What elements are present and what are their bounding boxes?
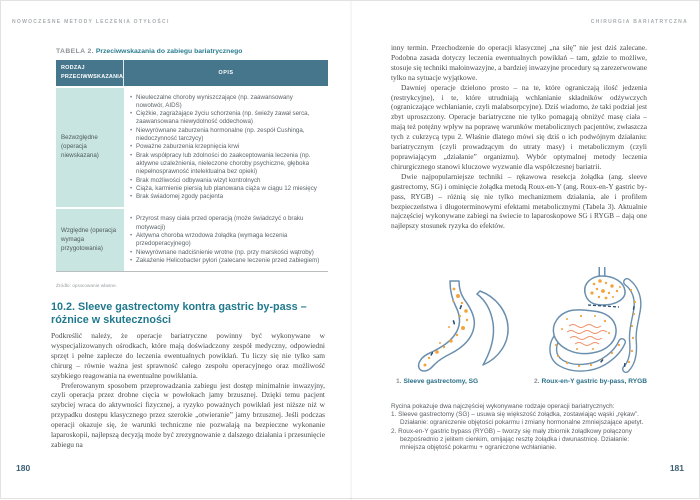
page-gutter bbox=[350, 1, 352, 500]
figure-caption-number: 2. bbox=[534, 378, 540, 385]
figure-notes-list bbox=[391, 411, 653, 452]
bullet-item: • Ciężkie, zagrażające życiu schorzenia (np. świeży zawał serca, zaawansowana niewydolność oddechowa) bbox=[128, 110, 322, 127]
body-text-left bbox=[51, 331, 325, 450]
bullet-item: • Zakażenie Helicobacter pylori (zalecane leczenie przed zabiegiem) bbox=[128, 257, 322, 265]
bullet-list bbox=[128, 94, 322, 202]
page-number-right: 181 bbox=[669, 463, 684, 473]
sleeve-gastrectomy-illustration bbox=[404, 277, 536, 375]
bullet-item: • Niewyrównane zaburzenia hormonalne (np. zespół Cushinga, niedoczynność tarczycy) bbox=[128, 127, 322, 144]
table-source-note: Źródło: opracowanie własne. bbox=[56, 284, 118, 289]
figure-note-item: 1. Sleeve gastrectomy (SG) – usuwa się większość żołądka, zostawiając wąski „rękaw”. Działanie: ograniczenie objętości pokarmu i zmiany hormonalne zmniejszające apetyt. bbox=[391, 411, 644, 427]
section-heading: 10.2. Sleeve gastrectomy kontra gastric by-pass – różnice w skuteczności bbox=[51, 301, 307, 326]
bullet-item: • Nieuleczalne choroby wyniszczające (np. zaawansowany nowotwór, AIDS) bbox=[128, 94, 322, 111]
bullet-item: • Przyrost masy ciała przed operacją (może świadczyć o braku motywacji) bbox=[128, 215, 322, 232]
table-title-text: Przeciwwskazania do zabiegu bariatrycznego bbox=[95, 48, 243, 55]
running-header-left: NOWOCZESNE METODY LECZENIA OTYŁOŚCI bbox=[12, 19, 170, 25]
table-header-row bbox=[56, 60, 328, 86]
figure-caption-1 bbox=[396, 378, 478, 385]
contraindications-table bbox=[56, 48, 328, 272]
row-description-cell bbox=[124, 88, 328, 208]
table bbox=[56, 60, 328, 272]
row-description-cell bbox=[124, 209, 328, 271]
paragraph: Dwie najpopularniejsze techniki – rękawowa resekcja żołądka (ang. sleeve gastrectomy, SG) i ominięcie żołądka metodą Roux-en-Y (ang. Roux-en-Y gastric by-pass, RYGB) – różnią się nie tylko mechanizmem działania, ale i profilem bezpieczeństwa i długoterminowymi efektami metabolicznymi (Tabela 3). Aktualnie najczęściej wykonywane zabiegi na świecie to laparoskopowe SG i RYGB – dają one najlepszy stosunek ryzyka do efektów. bbox=[391, 171, 647, 231]
paragraph: Podkreślić należy, że operacje bariatryczne powinny być wykonywane w wyspecjalizowanych ośrodkach, które mają doświadczony zespół medyczny, odpowiedni sprzęt i pełne zaplecze do leczenia ewentualnych powikłań. Tu liczy się nie tylko sam chirurg – równie ważna jest sprawność całego zespołu operacyjnego oraz możliwość szybkiego reagowania na ewentualne powikłania. bbox=[51, 331, 325, 380]
figure-notes bbox=[391, 403, 653, 452]
bullet-item: • Niewyrównane nadciśnienie wrotne (np. przy marskości wątroby) bbox=[128, 249, 322, 257]
table-header-type: RODZAJ PRZECIWWSKAZANIA bbox=[56, 60, 124, 86]
table-header-description: OPIS bbox=[218, 69, 234, 76]
paragraph: Dawniej operacje dzielono prosto – na te, które ograniczają ilość jedzenia (restrykcyjne), i te, które utrudniają wchłanianie składników odżywczych (ograniczające wchłanianie, czyli malabsorpcyjne). Dziś wiadomo, że taki podział jest zbyt uproszczony. Operacje bariatryczne nie tylko pomagają obniżyć masę ciała – mają też potężny wpływ na poprawę warunków metabolicznych pacjentów, zwłaszcza tych z cukrzycą typu 2. Właśnie dlatego mówi się dziś o ich podwójnym działaniu: bariatrycznym (czyli prowadzącym do utraty masy) i metabolicznym (czyli poprawiającym „działanie” organizmu). Wybór optymalnej metody leczenia chirurgicznego stanowi kluczowe wyzwanie dla współczesnej bariatrii. bbox=[391, 82, 647, 171]
figure-caption-number: 1. bbox=[396, 378, 402, 385]
bullet-item: • Brak współpracy lub zdolności do zaakceptowania leczenia (np. aktywne uzależnienia, nieleczone choroby psychiczne, głęboka niepełnosprawność intelektualna bez opieki) bbox=[128, 152, 322, 177]
bullet-item: • Poważne zaburzenia krzepnięcia krwi bbox=[128, 143, 322, 151]
figure-caption-2 bbox=[534, 378, 647, 385]
figure-rygb bbox=[539, 265, 673, 378]
row-type-cell: Względne (operacja wymaga przygotowania) bbox=[56, 209, 124, 271]
figure-caption-text: Sleeve gastrectomy, SG bbox=[403, 378, 479, 385]
row-type-cell: Bezwzględne (operacja niewskazana) bbox=[56, 88, 124, 208]
paragraph: Preferowanym sposobem przeprowadzania zabiegu jest dostęp minimalnie inwazyjny, czyli operacja przez drobne cięcia w powłokach jamy brzusznej. Dzięki temu pacjent szybciej wraca do aktywności fizycznej, a ryzyko poważnych powikłań jest niższe niż w przypadku dostępu klasycznego przez szerokie „otwieranie” jamy brzusznej. Jeśli podczas operacji okazuje się, że warunki techniczne nie pozwalają na bezpieczne wykonanie laparoskopii, najlepszą decyzją może być zrezygnowanie z dalszego działania i przesunięcie zabiegu na bbox=[51, 380, 325, 449]
table-title-label: TABELA 2. bbox=[56, 48, 94, 55]
body-text-right bbox=[391, 43, 647, 231]
bullet-list bbox=[128, 215, 322, 265]
bullet-item: • Brak możliwości odbywania wizyt kontrolnych bbox=[128, 177, 322, 185]
table-row-relative bbox=[56, 207, 328, 271]
bullet-item: • Brak świadomej zgody pacjenta bbox=[128, 193, 322, 201]
bullet-item: • Ciąża, karmienie piersią lub planowana ciąża w ciągu 12 miesięcy bbox=[128, 185, 322, 193]
table-title bbox=[56, 48, 328, 55]
running-header-right: CHIRURGIA BARIATRYCZNA bbox=[590, 19, 688, 25]
page-number-left: 180 bbox=[16, 463, 31, 473]
figure-caption-text: Roux-en-Y gastric by-pass, RYGB bbox=[541, 378, 648, 385]
figure-sleeve-gastrectomy bbox=[404, 277, 536, 380]
paragraph: inny termin. Przechodzenie do operacji klasycznej „na siłę” nie jest dziś zalecane. Podobna zasada dotyczy leczenia ewentualnych powikłań – tam, gdzie to możliwe, stosuje się techniki małoinwazyjne, a bardziej inwazyjne procedury są zarezerwowane tylko na sytuacje wyjątkowe. bbox=[391, 43, 647, 82]
bullet-item: • Aktywna choroba wrzodowa żołądka (wymaga leczenia przedoperacyjnego) bbox=[128, 232, 322, 249]
figure-notes-intro: Rycina pokazuje dwa najczęściej wykonywane rodzaje operacji bariatrycznych: bbox=[391, 403, 615, 410]
rygb-illustration bbox=[539, 265, 673, 373]
table-row-absolute bbox=[56, 86, 328, 208]
figure-note-item: 2. Roux-en-Y gastric bypass (RYGB) – tworzy się mały zbiornik żołądkowy połączony bezpośrednio z jelitem cienkim, omijając resztę żołądka i dwunastnicę. Działanie: mniejsza objętość pokarmu + ograniczone wchłanianie. bbox=[391, 427, 632, 452]
